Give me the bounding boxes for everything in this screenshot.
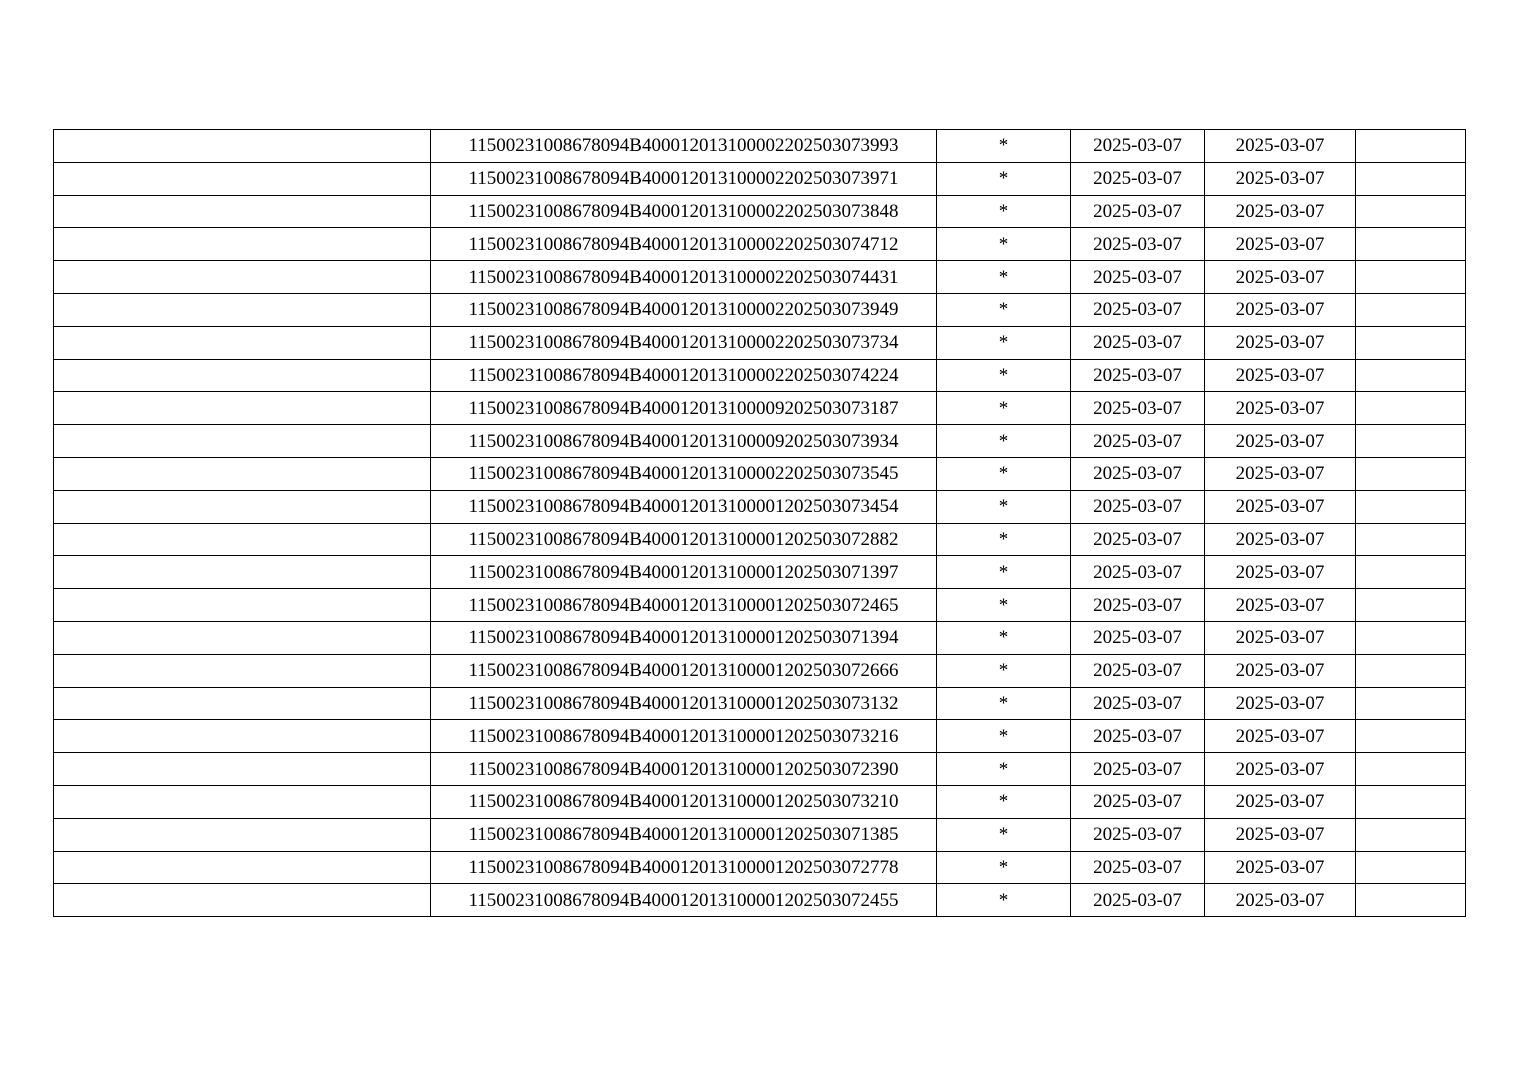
- blank-cell: [1356, 818, 1466, 851]
- record-code-cell: 11500231008678094B400012013100001202503072882: [431, 523, 937, 556]
- table-row: [54, 195, 1466, 228]
- blank-cell: [54, 392, 431, 425]
- blank-cell: [54, 425, 431, 458]
- masked-value-cell: *: [937, 523, 1071, 556]
- table-row: [54, 523, 1466, 556]
- blank-cell: [54, 228, 431, 261]
- date-end-cell: 2025-03-07: [1205, 457, 1356, 490]
- blank-cell: [1356, 556, 1466, 589]
- masked-value-cell: *: [937, 654, 1071, 687]
- date-end-cell: 2025-03-07: [1205, 720, 1356, 753]
- date-start-cell: 2025-03-07: [1071, 884, 1205, 917]
- record-code-cell: 11500231008678094B400012013100002202503073993: [431, 130, 937, 163]
- date-start-cell: 2025-03-07: [1071, 490, 1205, 523]
- blank-cell: [54, 753, 431, 786]
- table-row: [54, 326, 1466, 359]
- masked-value-cell: *: [937, 785, 1071, 818]
- table-row: [54, 130, 1466, 163]
- table-row: [54, 457, 1466, 490]
- blank-cell: [54, 589, 431, 622]
- blank-cell: [1356, 884, 1466, 917]
- blank-cell: [1356, 490, 1466, 523]
- date-start-cell: 2025-03-07: [1071, 785, 1205, 818]
- record-code-cell: 11500231008678094B400012013100009202503073187: [431, 392, 937, 425]
- masked-value-cell: *: [937, 457, 1071, 490]
- masked-value-cell: *: [937, 359, 1071, 392]
- blank-cell: [1356, 851, 1466, 884]
- table-row: [54, 785, 1466, 818]
- blank-cell: [54, 195, 431, 228]
- date-start-cell: 2025-03-07: [1071, 392, 1205, 425]
- masked-value-cell: *: [937, 130, 1071, 163]
- date-start-cell: 2025-03-07: [1071, 851, 1205, 884]
- date-start-cell: 2025-03-07: [1071, 261, 1205, 294]
- date-end-cell: 2025-03-07: [1205, 359, 1356, 392]
- record-code-cell: 11500231008678094B400012013100001202503073454: [431, 490, 937, 523]
- date-start-cell: 2025-03-07: [1071, 720, 1205, 753]
- record-code-cell: 11500231008678094B400012013100002202503073545: [431, 457, 937, 490]
- date-end-cell: 2025-03-07: [1205, 195, 1356, 228]
- date-start-cell: 2025-03-07: [1071, 359, 1205, 392]
- record-code-cell: 11500231008678094B400012013100002202503074712: [431, 228, 937, 261]
- masked-value-cell: *: [937, 195, 1071, 228]
- record-code-cell: 11500231008678094B400012013100001202503072390: [431, 753, 937, 786]
- blank-cell: [1356, 293, 1466, 326]
- masked-value-cell: *: [937, 720, 1071, 753]
- date-start-cell: 2025-03-07: [1071, 687, 1205, 720]
- record-code-cell: 11500231008678094B400012013100002202503074224: [431, 359, 937, 392]
- blank-cell: [1356, 195, 1466, 228]
- blank-cell: [54, 687, 431, 720]
- blank-cell: [1356, 523, 1466, 556]
- masked-value-cell: *: [937, 293, 1071, 326]
- record-code-cell: 11500231008678094B400012013100001202503071394: [431, 621, 937, 654]
- record-code-cell: 11500231008678094B400012013100001202503073216: [431, 720, 937, 753]
- date-end-cell: 2025-03-07: [1205, 293, 1356, 326]
- date-end-cell: 2025-03-07: [1205, 228, 1356, 261]
- date-end-cell: 2025-03-07: [1205, 884, 1356, 917]
- masked-value-cell: *: [937, 589, 1071, 622]
- table-row: [54, 884, 1466, 917]
- date-end-cell: 2025-03-07: [1205, 589, 1356, 622]
- date-start-cell: 2025-03-07: [1071, 425, 1205, 458]
- date-end-cell: 2025-03-07: [1205, 523, 1356, 556]
- record-code-cell: 11500231008678094B400012013100001202503072465: [431, 589, 937, 622]
- table-row: [54, 589, 1466, 622]
- date-end-cell: 2025-03-07: [1205, 654, 1356, 687]
- records-table: [53, 129, 1466, 917]
- blank-cell: [1356, 753, 1466, 786]
- blank-cell: [54, 818, 431, 851]
- masked-value-cell: *: [937, 851, 1071, 884]
- masked-value-cell: *: [937, 884, 1071, 917]
- masked-value-cell: *: [937, 621, 1071, 654]
- masked-value-cell: *: [937, 556, 1071, 589]
- blank-cell: [54, 654, 431, 687]
- blank-cell: [54, 884, 431, 917]
- masked-value-cell: *: [937, 162, 1071, 195]
- table-row: [54, 359, 1466, 392]
- date-start-cell: 2025-03-07: [1071, 654, 1205, 687]
- date-start-cell: 2025-03-07: [1071, 130, 1205, 163]
- date-start-cell: 2025-03-07: [1071, 818, 1205, 851]
- blank-cell: [1356, 425, 1466, 458]
- table-row: [54, 720, 1466, 753]
- blank-cell: [54, 621, 431, 654]
- table-row: [54, 293, 1466, 326]
- record-code-cell: 11500231008678094B400012013100002202503073734: [431, 326, 937, 359]
- blank-cell: [1356, 359, 1466, 392]
- date-start-cell: 2025-03-07: [1071, 621, 1205, 654]
- table-row: [54, 261, 1466, 294]
- blank-cell: [1356, 654, 1466, 687]
- date-end-cell: 2025-03-07: [1205, 392, 1356, 425]
- masked-value-cell: *: [937, 425, 1071, 458]
- blank-cell: [1356, 326, 1466, 359]
- record-code-cell: 11500231008678094B400012013100001202503071397: [431, 556, 937, 589]
- blank-cell: [54, 851, 431, 884]
- masked-value-cell: *: [937, 490, 1071, 523]
- date-end-cell: 2025-03-07: [1205, 753, 1356, 786]
- table-row: [54, 687, 1466, 720]
- date-end-cell: 2025-03-07: [1205, 162, 1356, 195]
- blank-cell: [54, 457, 431, 490]
- blank-cell: [54, 785, 431, 818]
- date-end-cell: 2025-03-07: [1205, 556, 1356, 589]
- record-code-cell: 11500231008678094B400012013100009202503073934: [431, 425, 937, 458]
- blank-cell: [54, 720, 431, 753]
- date-end-cell: 2025-03-07: [1205, 425, 1356, 458]
- blank-cell: [1356, 720, 1466, 753]
- table-row: [54, 621, 1466, 654]
- blank-cell: [54, 162, 431, 195]
- blank-cell: [1356, 687, 1466, 720]
- date-start-cell: 2025-03-07: [1071, 523, 1205, 556]
- date-end-cell: 2025-03-07: [1205, 490, 1356, 523]
- masked-value-cell: *: [937, 392, 1071, 425]
- blank-cell: [1356, 130, 1466, 163]
- table-row: [54, 228, 1466, 261]
- date-start-cell: 2025-03-07: [1071, 457, 1205, 490]
- blank-cell: [54, 326, 431, 359]
- date-start-cell: 2025-03-07: [1071, 195, 1205, 228]
- date-start-cell: 2025-03-07: [1071, 228, 1205, 261]
- blank-cell: [1356, 261, 1466, 294]
- record-code-cell: 11500231008678094B400012013100002202503073848: [431, 195, 937, 228]
- record-code-cell: 11500231008678094B400012013100001202503072778: [431, 851, 937, 884]
- date-start-cell: 2025-03-07: [1071, 556, 1205, 589]
- blank-cell: [54, 490, 431, 523]
- date-start-cell: 2025-03-07: [1071, 326, 1205, 359]
- table-row: [54, 818, 1466, 851]
- blank-cell: [54, 293, 431, 326]
- blank-cell: [1356, 457, 1466, 490]
- date-start-cell: 2025-03-07: [1071, 162, 1205, 195]
- blank-cell: [54, 556, 431, 589]
- masked-value-cell: *: [937, 818, 1071, 851]
- masked-value-cell: *: [937, 326, 1071, 359]
- date-start-cell: 2025-03-07: [1071, 589, 1205, 622]
- masked-value-cell: *: [937, 687, 1071, 720]
- table-row: [54, 162, 1466, 195]
- date-start-cell: 2025-03-07: [1071, 753, 1205, 786]
- blank-cell: [1356, 162, 1466, 195]
- masked-value-cell: *: [937, 261, 1071, 294]
- date-end-cell: 2025-03-07: [1205, 851, 1356, 884]
- record-code-cell: 11500231008678094B400012013100001202503073132: [431, 687, 937, 720]
- table-row: [54, 851, 1466, 884]
- table-row: [54, 392, 1466, 425]
- record-code-cell: 11500231008678094B400012013100002202503073949: [431, 293, 937, 326]
- date-end-cell: 2025-03-07: [1205, 621, 1356, 654]
- blank-cell: [54, 523, 431, 556]
- blank-cell: [1356, 589, 1466, 622]
- record-code-cell: 11500231008678094B400012013100002202503074431: [431, 261, 937, 294]
- blank-cell: [54, 261, 431, 294]
- blank-cell: [1356, 228, 1466, 261]
- masked-value-cell: *: [937, 228, 1071, 261]
- table-row: [54, 490, 1466, 523]
- records-table-body: [54, 130, 1466, 917]
- blank-cell: [54, 359, 431, 392]
- date-end-cell: 2025-03-07: [1205, 785, 1356, 818]
- record-code-cell: 11500231008678094B400012013100001202503072455: [431, 884, 937, 917]
- table-row: [54, 654, 1466, 687]
- blank-cell: [1356, 621, 1466, 654]
- date-end-cell: 2025-03-07: [1205, 130, 1356, 163]
- table-row: [54, 556, 1466, 589]
- record-code-cell: 11500231008678094B400012013100001202503071385: [431, 818, 937, 851]
- blank-cell: [54, 130, 431, 163]
- date-end-cell: 2025-03-07: [1205, 818, 1356, 851]
- blank-cell: [1356, 785, 1466, 818]
- record-code-cell: 11500231008678094B400012013100001202503072666: [431, 654, 937, 687]
- table-row: [54, 753, 1466, 786]
- date-start-cell: 2025-03-07: [1071, 293, 1205, 326]
- masked-value-cell: *: [937, 753, 1071, 786]
- date-end-cell: 2025-03-07: [1205, 687, 1356, 720]
- record-code-cell: 11500231008678094B400012013100001202503073210: [431, 785, 937, 818]
- table-row: [54, 425, 1466, 458]
- record-code-cell: 11500231008678094B400012013100002202503073971: [431, 162, 937, 195]
- date-end-cell: 2025-03-07: [1205, 326, 1356, 359]
- blank-cell: [1356, 392, 1466, 425]
- date-end-cell: 2025-03-07: [1205, 261, 1356, 294]
